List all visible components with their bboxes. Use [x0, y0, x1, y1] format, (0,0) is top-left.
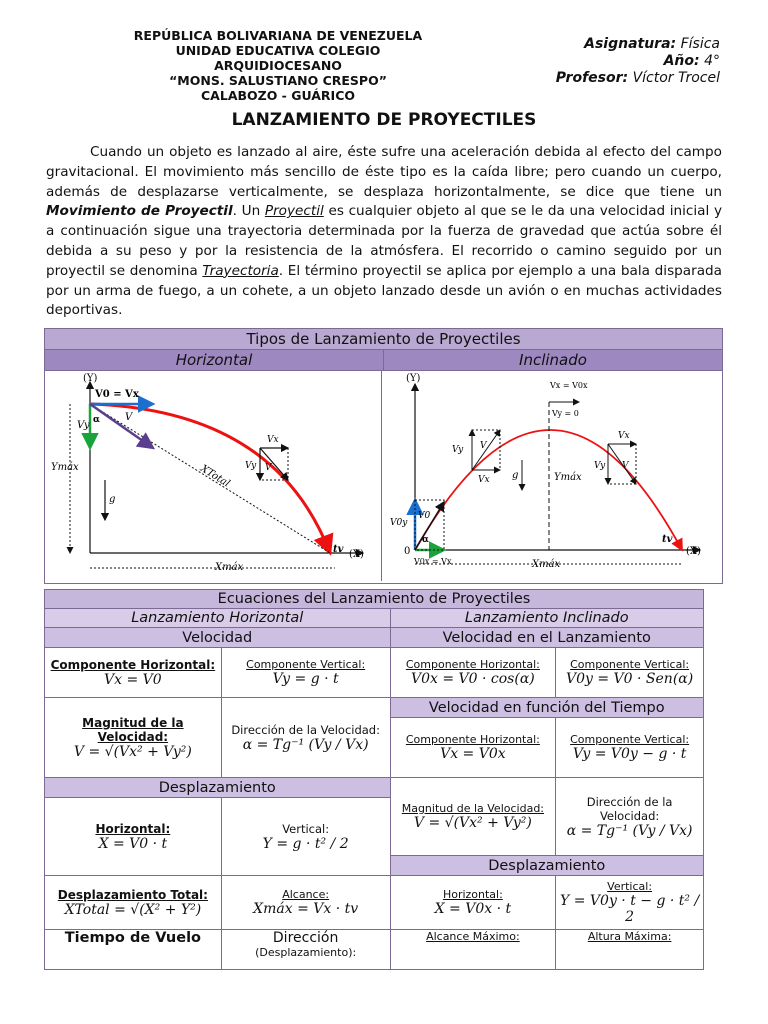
- equations-table: [44, 589, 704, 970]
- v-label-2: V: [265, 463, 272, 473]
- school-line: UNIDAD EDUCATIVA COLEGIO: [175, 43, 381, 58]
- xmax-label: Xmáx: [532, 559, 561, 570]
- formula-direccion: α = Tg⁻¹ (Vy / Vx): [242, 736, 369, 753]
- intro-text: . El término proyectil se aplica por ejemplo a una bala disparada por un arma de fuego, a un cohete, a un objeto lanzado desde un avión o en muchas actividades deportivas.: [46, 262, 722, 319]
- comp-horizontal-label: Componente Horizontal:: [405, 658, 540, 671]
- xmax-label: Xmáx: [215, 562, 244, 573]
- horizontal-label: Horizontal:: [95, 821, 171, 836]
- v0x-label: V0x = Vx: [414, 557, 452, 566]
- intro-text: es cualquier objeto al que se le da una velocidad inicial y a continuación sigue una trayectoria determinada por la fuerza de gravedad que actúa sobre él debida a su peso y por la resistencia de la atmósfera. El recorrido o camino seguido por un proyectil se denomina: [46, 203, 722, 279]
- vy-label-2: Vy: [594, 461, 606, 471]
- school-line: CALABOZO - GUÁRICO: [201, 88, 355, 103]
- formula-direccion: α = Tg⁻¹ (Vy / Vx): [566, 822, 693, 839]
- formula-x-incl: X = V0x · t: [434, 901, 512, 917]
- y-axis-label: (Y): [83, 373, 98, 384]
- vx-label: Vx: [478, 475, 490, 485]
- tipos-subheader: [45, 350, 722, 371]
- vxv0x-label: Vx = V0x: [550, 381, 588, 390]
- horizontal-header: Horizontal: [45, 350, 384, 370]
- horizontal-launch-figure: [45, 370, 382, 581]
- vy0-label: Vy = 0: [552, 409, 579, 418]
- tv-label: tv: [333, 544, 344, 555]
- comp-horizontal-label: Componente Horizontal:: [50, 657, 216, 672]
- course-info: [556, 36, 720, 87]
- intro-text: . Un: [232, 203, 261, 220]
- vy-label: Vy: [452, 445, 464, 455]
- anio-label: Año:: [663, 53, 700, 69]
- tiempo-vuelo-label: Tiempo de Vuelo: [45, 930, 222, 970]
- formula-magnitud: V = √(Vx² + Vy²): [73, 743, 192, 760]
- v-label: V: [125, 412, 133, 423]
- desplazamiento-header: Desplazamiento: [45, 778, 391, 798]
- asignatura-label: Asignatura:: [584, 36, 677, 52]
- intro-paragraph: [46, 143, 722, 321]
- vel-lanzamiento-header: Velocidad en el Lanzamiento: [390, 628, 703, 648]
- origin-label: 0: [404, 546, 411, 557]
- vertical-label: Vertical:: [282, 821, 330, 836]
- intro-text: Cuando un objeto es lanzado al aire, éste sufre una aceleración debida al efecto del campo gravitacional. El movimiento más sencillo de éste tipo es la caída libre; pero cuando un cuerpo, además de desplazarse verticalmente, se desplaza horizontalmente, se dice que tiene un: [46, 144, 722, 200]
- magnitud-label: Magnitud de la Velocidad:: [401, 802, 545, 815]
- velocidad-header: Velocidad: [45, 628, 391, 648]
- term-movimiento: Movimiento de Proyectil: [46, 203, 233, 220]
- alpha-label: α: [93, 415, 100, 425]
- formula-vy-t: Vy = V0y − g · t: [572, 746, 687, 762]
- asignatura-value: Física: [680, 36, 720, 52]
- formula-xtotal: XTotal = √(X² + Y²): [64, 901, 202, 918]
- inclined-launch-figure: [382, 370, 722, 581]
- inclinado-col-title: Lanzamiento Inclinado: [390, 609, 703, 628]
- g-label: g: [109, 494, 116, 505]
- magnitud-label: Magnitud de la Velocidad:: [82, 715, 184, 744]
- comp-horizontal-label: Componente Horizontal:: [405, 733, 540, 746]
- formula-alcance: Xmáx = Vx · tv: [253, 901, 359, 917]
- alcance-label: Alcance:: [282, 888, 330, 901]
- ymax-label: Ymáx: [554, 472, 582, 483]
- v0-label: V0 = Vx: [95, 389, 139, 400]
- v-arrow: [90, 404, 153, 448]
- tipos-title: Tipos de Lanzamiento de Proyectiles: [45, 329, 722, 350]
- alpha-label: α: [422, 535, 429, 545]
- comp-vertical-label: Componente Vertical:: [570, 658, 690, 671]
- vy-label: Vy: [77, 420, 90, 431]
- v-label: V: [480, 441, 487, 451]
- direccion-label-2: Dirección: [272, 930, 339, 946]
- horizontal-label: Horizontal:: [442, 888, 503, 901]
- school-line: ARQUIDIOCESANO: [214, 58, 342, 73]
- desp-paren-label: (Desplazamiento):: [255, 946, 357, 959]
- tipos-panel: [44, 328, 723, 584]
- formula-vx: Vx = V0: [104, 671, 162, 688]
- school-line: “MONS. SALUSTIANO CRESPO”: [169, 73, 387, 88]
- formula-vx-v0x: Vx = V0x: [440, 746, 506, 762]
- g-label: g: [512, 470, 519, 481]
- x-axis-label: (X): [349, 549, 364, 560]
- ymax-label: Ymáx: [51, 462, 79, 473]
- profesor-label: Profesor:: [555, 70, 629, 86]
- xtotal-label: XTotal: [198, 463, 232, 490]
- term-trayectoria: Trayectoria: [202, 262, 279, 279]
- direccion-label: Dirección de la Velocidad:: [586, 794, 673, 823]
- school-line: REPÚBLICA BOLIVARIANA DE VENEZUELA: [133, 28, 423, 43]
- school-header: [118, 28, 438, 103]
- v-label-2: V: [622, 461, 629, 471]
- formula-y-incl: Y = V0y · t − g · t² / 2: [560, 893, 700, 925]
- term-proyectil: Proyectil: [264, 203, 324, 220]
- vx-label-2: Vx: [618, 431, 630, 441]
- horizontal-col-title: Lanzamiento Horizontal: [45, 609, 391, 628]
- direccion-label: Dirección de la Velocidad:: [231, 722, 380, 737]
- formula-magnitud: V = √(Vx² + Vy²): [413, 815, 532, 831]
- vertical-label: Vertical:: [607, 880, 653, 893]
- equations-title: Ecuaciones del Lanzamiento de Proyectiles: [45, 590, 704, 609]
- formula-x: X = V0 · t: [98, 835, 168, 852]
- v0y-label: V0y: [390, 518, 408, 528]
- comp-vertical-label: Componente Vertical:: [570, 733, 690, 746]
- inclinado-header: Inclinado: [519, 351, 587, 369]
- v0-label: V0: [418, 511, 431, 521]
- desp-total-label: Desplazamiento Total:: [57, 887, 208, 902]
- y-axis-label: (Y): [406, 373, 421, 384]
- formula-vy: Vy = g · t: [272, 671, 339, 687]
- altura-max-label: Altura Máxima:: [587, 930, 672, 943]
- vx-label: Vx: [267, 435, 279, 445]
- comp-vertical-label: Componente Vertical:: [246, 658, 366, 671]
- vy-label-2: Vy: [245, 461, 257, 471]
- vel-tiempo-header: Velocidad en función del Tiempo: [390, 698, 703, 718]
- page-title: LANZAMIENTO DE PROYECTILES: [231, 110, 537, 130]
- anio-value: 4°: [704, 53, 720, 69]
- profesor-value: Víctor Trocel: [632, 70, 720, 86]
- x-axis-label: (X): [686, 546, 701, 557]
- alcance-max-label: Alcance Máximo:: [426, 930, 520, 943]
- tv-label: tv: [662, 534, 673, 545]
- formula-v0x: V0x = V0 · cos(α): [411, 671, 535, 687]
- desplazamiento-header-incl: Desplazamiento: [390, 856, 703, 876]
- formula-v0y: V0y = V0 · Sen(α): [566, 671, 694, 687]
- formula-y: Y = g · t² / 2: [262, 835, 349, 852]
